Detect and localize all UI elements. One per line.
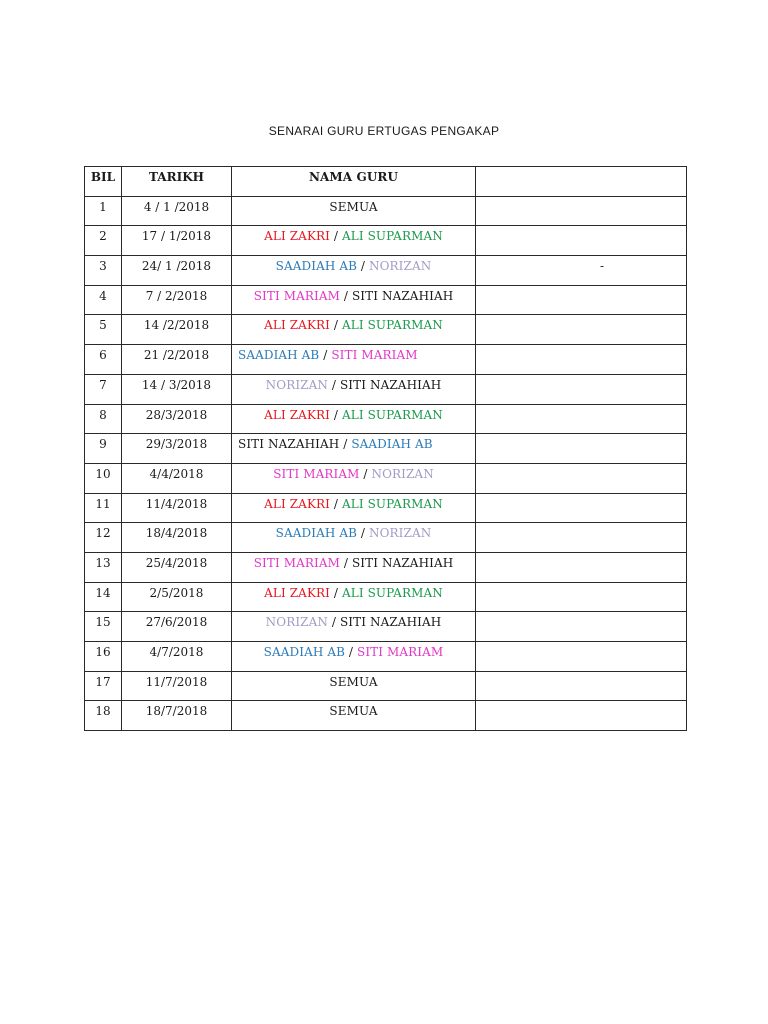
table-row — [85, 315, 687, 345]
cell-nama-guru — [232, 463, 476, 493]
teacher-name: SITI MARIAM — [253, 555, 340, 570]
table-row — [85, 523, 687, 553]
teacher-name: NORIZAN — [265, 377, 328, 392]
table-row — [85, 345, 687, 375]
cell-extra — [476, 552, 687, 582]
cell-extra — [476, 374, 687, 404]
cell-bil: 18 — [85, 701, 122, 731]
cell-bil: 11 — [85, 493, 122, 523]
cell-extra — [476, 196, 687, 226]
cell-extra — [476, 226, 687, 256]
header-nama-guru: NAMA GURU — [232, 167, 476, 197]
cell-nama-guru — [232, 642, 476, 672]
cell-tarikh: 21 /2/2018 — [122, 345, 232, 375]
teacher-name: NORIZAN — [265, 615, 328, 630]
cell-tarikh: 29/3/2018 — [122, 434, 232, 464]
cell-bil: 12 — [85, 523, 122, 553]
cell-tarikh: 4/7/2018 — [122, 642, 232, 672]
teacher-name: SAADIAH AB — [275, 259, 358, 274]
cell-extra — [476, 493, 687, 523]
name-separator: / — [319, 348, 332, 363]
page-title: SENARAI GURU ERTUGAS PENGAKAP — [268, 124, 500, 138]
cell-extra — [476, 404, 687, 434]
teacher-name: ALI SUPARMAN — [341, 318, 443, 333]
table-row — [85, 285, 687, 315]
teacher-name: SITI MARIAM — [357, 645, 444, 659]
name-separator: / — [330, 407, 342, 422]
cell-bil: 16 — [85, 642, 122, 672]
table-row — [85, 701, 687, 731]
name-separator: / — [345, 645, 357, 659]
cell-nama-guru — [232, 523, 476, 553]
cell-bil: 4 — [85, 285, 122, 315]
cell-extra — [476, 612, 687, 642]
name-separator: / — [359, 466, 372, 481]
teacher-name: SAADIAH AB — [263, 645, 346, 659]
table-row — [85, 493, 687, 523]
cell-tarikh: 7 / 2/2018 — [122, 285, 232, 315]
teacher-name: ALI SUPARMAN — [341, 407, 443, 422]
cell-extra — [476, 582, 687, 612]
cell-nama-guru — [232, 404, 476, 434]
cell-nama-guru — [232, 315, 476, 345]
cell-tarikh: 18/7/2018 — [122, 701, 232, 731]
table-row — [85, 642, 687, 672]
table-row — [85, 582, 687, 612]
teacher-name: ALI SUPARMAN — [341, 496, 443, 511]
cell-tarikh: 14 /2/2018 — [122, 315, 232, 345]
cell-tarikh: 11/4/2018 — [122, 493, 232, 523]
teacher-name: ALI ZAKRI — [264, 318, 330, 333]
cell-bil: 15 — [85, 612, 122, 642]
table-row — [85, 463, 687, 493]
teacher-name: SAADIAH AB — [275, 526, 358, 541]
teacher-name: ALI ZAKRI — [264, 407, 330, 422]
teacher-name: ALI ZAKRI — [264, 585, 330, 600]
cell-bil: 14 — [85, 582, 122, 612]
cell-extra — [476, 285, 687, 315]
roster-body — [85, 196, 687, 730]
header-bil: BIL — [85, 167, 122, 197]
cell-tarikh: 14 / 3/2018 — [122, 374, 232, 404]
teacher-name: SITI MARIAM — [273, 466, 360, 481]
cell-nama-guru — [232, 345, 476, 375]
cell-bil: 9 — [85, 434, 122, 464]
name-separator: / — [357, 526, 369, 541]
name-separator: / — [330, 318, 342, 333]
cell-tarikh: 27/6/2018 — [122, 612, 232, 642]
teacher-name: ALI SUPARMAN — [341, 585, 443, 600]
teacher-name: SITI NAZAHIAH — [351, 288, 454, 303]
cell-tarikh: 24/ 1 /2018 — [122, 256, 232, 286]
cell-nama-guru — [232, 493, 476, 523]
teacher-name: SAADIAH AB — [351, 437, 433, 452]
cell-nama-guru — [232, 612, 476, 642]
cell-extra — [476, 463, 687, 493]
teacher-name: ALI SUPARMAN — [341, 229, 443, 244]
teacher-name: SITI MARIAM — [331, 348, 418, 363]
cell-nama-guru — [232, 552, 476, 582]
table-row — [85, 226, 687, 256]
cell-bil: 7 — [85, 374, 122, 404]
name-separator: / — [330, 585, 342, 600]
cell-bil: 17 — [85, 671, 122, 701]
cell-tarikh: 17 / 1/2018 — [122, 226, 232, 256]
name-separator: / — [330, 496, 342, 511]
table-row — [85, 612, 687, 642]
table-row — [85, 374, 687, 404]
cell-tarikh: 25/4/2018 — [122, 552, 232, 582]
teacher-name: SITI NAZAHIAH — [339, 615, 442, 630]
table-row — [85, 196, 687, 226]
teacher-name: SITI NAZAHIAH — [238, 437, 340, 452]
cell-extra — [476, 345, 687, 375]
name-separator: / — [339, 437, 352, 452]
cell-bil: 6 — [85, 345, 122, 375]
cell-nama-guru — [232, 434, 476, 464]
cell-tarikh: 4 / 1 /2018 — [122, 196, 232, 226]
name-separator: / — [340, 555, 352, 570]
cell-nama-guru — [232, 671, 476, 701]
cell-tarikh: 28/3/2018 — [122, 404, 232, 434]
cell-bil: 1 — [85, 196, 122, 226]
cell-bil: 3 — [85, 256, 122, 286]
teacher-name: SAADIAH AB — [238, 348, 320, 363]
name-separator: / — [340, 288, 352, 303]
name-separator: / — [328, 377, 340, 392]
header-tarikh: TARIKH — [122, 167, 232, 197]
teacher-name: NORIZAN — [371, 466, 434, 481]
cell-tarikh: 4/4/2018 — [122, 463, 232, 493]
teacher-name: SEMUA — [329, 674, 378, 689]
cell-bil: 8 — [85, 404, 122, 434]
cell-extra — [476, 701, 687, 731]
table-row — [85, 552, 687, 582]
cell-extra — [476, 523, 687, 553]
teacher-name: ALI ZAKRI — [264, 229, 330, 244]
table-row — [85, 434, 687, 464]
header-extra — [476, 167, 687, 197]
cell-bil: 10 — [85, 463, 122, 493]
table-header-row — [85, 167, 687, 197]
cell-nama-guru — [232, 701, 476, 731]
teacher-name: NORIZAN — [369, 259, 432, 274]
table-row — [85, 404, 687, 434]
name-separator: / — [357, 259, 369, 274]
teacher-name: ALI ZAKRI — [264, 496, 330, 511]
table-row — [85, 671, 687, 701]
cell-nama-guru — [232, 582, 476, 612]
cell-bil: 5 — [85, 315, 122, 345]
cell-nama-guru — [232, 226, 476, 256]
teacher-name: SEMUA — [329, 199, 378, 214]
cell-extra: - — [476, 256, 687, 286]
name-separator: / — [330, 229, 342, 244]
teacher-name: SITI NAZAHIAH — [351, 555, 454, 570]
cell-extra — [476, 671, 687, 701]
cell-tarikh: 18/4/2018 — [122, 523, 232, 553]
cell-extra — [476, 642, 687, 672]
cell-bil: 13 — [85, 552, 122, 582]
roster-table — [84, 166, 687, 731]
cell-tarikh: 11/7/2018 — [122, 671, 232, 701]
teacher-name: SITI MARIAM — [253, 288, 340, 303]
teacher-name: NORIZAN — [369, 526, 432, 541]
name-separator: / — [328, 615, 340, 630]
cell-tarikh: 2/5/2018 — [122, 582, 232, 612]
cell-nama-guru — [232, 285, 476, 315]
cell-extra — [476, 315, 687, 345]
cell-extra — [476, 434, 687, 464]
table-row — [85, 256, 687, 286]
cell-nama-guru — [232, 374, 476, 404]
teacher-name: SEMUA — [329, 704, 378, 719]
cell-nama-guru — [232, 256, 476, 286]
teacher-name: SITI NAZAHIAH — [339, 377, 442, 392]
cell-nama-guru — [232, 196, 476, 226]
cell-bil: 2 — [85, 226, 122, 256]
